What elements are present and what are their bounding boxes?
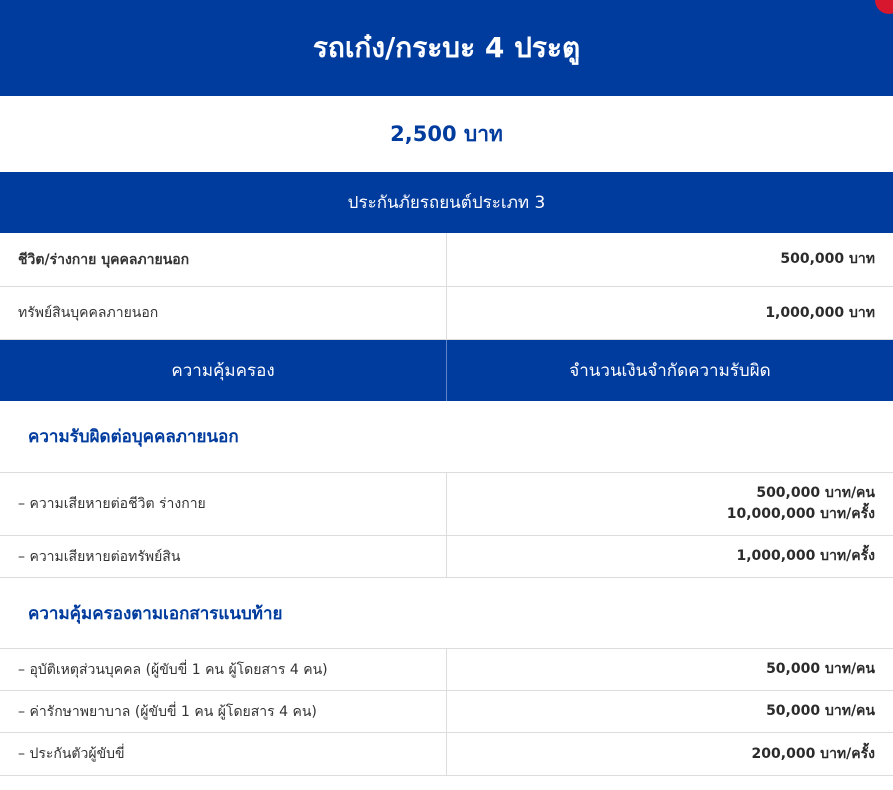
summary-row	[0, 287, 893, 340]
coverage-value: 50,000 บาท/คน	[766, 703, 875, 719]
limit-column-header: จำนวนเงินจำกัดความรับผิด	[569, 361, 771, 381]
summary-value: 1,000,000 บาท	[765, 304, 875, 321]
coverage-column-header: ความคุ้มครอง	[0, 340, 447, 401]
coverage-row	[0, 473, 893, 536]
coverage-row	[0, 733, 893, 776]
coverage-value: 10,000,000 บาท/ครั้ง	[726, 506, 875, 522]
coverage-value: 50,000 บาท/คน	[766, 661, 875, 677]
summary-row	[0, 233, 893, 287]
premium-price: 2,500 บาท	[390, 121, 503, 146]
close-badge-icon[interactable]	[875, 0, 893, 14]
summary-label: ชีวิต/ร่างกาย บุคคลภายนอก	[0, 233, 447, 286]
coverage-row	[0, 691, 893, 733]
plan-title-bar	[0, 0, 893, 96]
plan-type-label: ประกันภัยรถยนต์ประเภท 3	[347, 193, 546, 213]
coverage-value: 500,000 บาท/คน	[756, 485, 875, 501]
vehicle-type-title: รถเก๋ง/กระบะ 4 ประตู	[312, 31, 581, 64]
coverage-label: – ความเสียหายต่อชีวิต ร่างกาย	[0, 473, 447, 535]
section-title: ความคุ้มครองตามเอกสารแนบท้าย	[0, 578, 893, 649]
coverage-label: – อุบัติเหตุส่วนบุคคล (ผู้ขับขี่ 1 คน ผู้โดยสาร 4 คน)	[0, 649, 447, 690]
coverage-label: – ประกันตัวผู้ขับขี่	[0, 733, 447, 775]
coverage-table-header	[0, 340, 893, 401]
summary-label: ทรัพย์สินบุคคลภายนอก	[0, 287, 447, 339]
coverage-value: 1,000,000 บาท/ครั้ง	[736, 548, 875, 564]
summary-value: 500,000 บาท	[780, 251, 875, 267]
coverage-row	[0, 649, 893, 691]
coverage-label: – ความเสียหายต่อทรัพย์สิน	[0, 536, 447, 577]
price-row	[0, 96, 893, 172]
coverage-label: – ค่ารักษาพยาบาล (ผู้ขับขี่ 1 คน ผู้โดยสาร 4 คน)	[0, 691, 447, 732]
coverage-value: 200,000 บาท/ครั้ง	[751, 745, 875, 762]
coverage-row	[0, 536, 893, 578]
plan-type-band	[0, 172, 893, 233]
section-title: ความรับผิดต่อบุคคลภายนอก	[0, 401, 893, 473]
